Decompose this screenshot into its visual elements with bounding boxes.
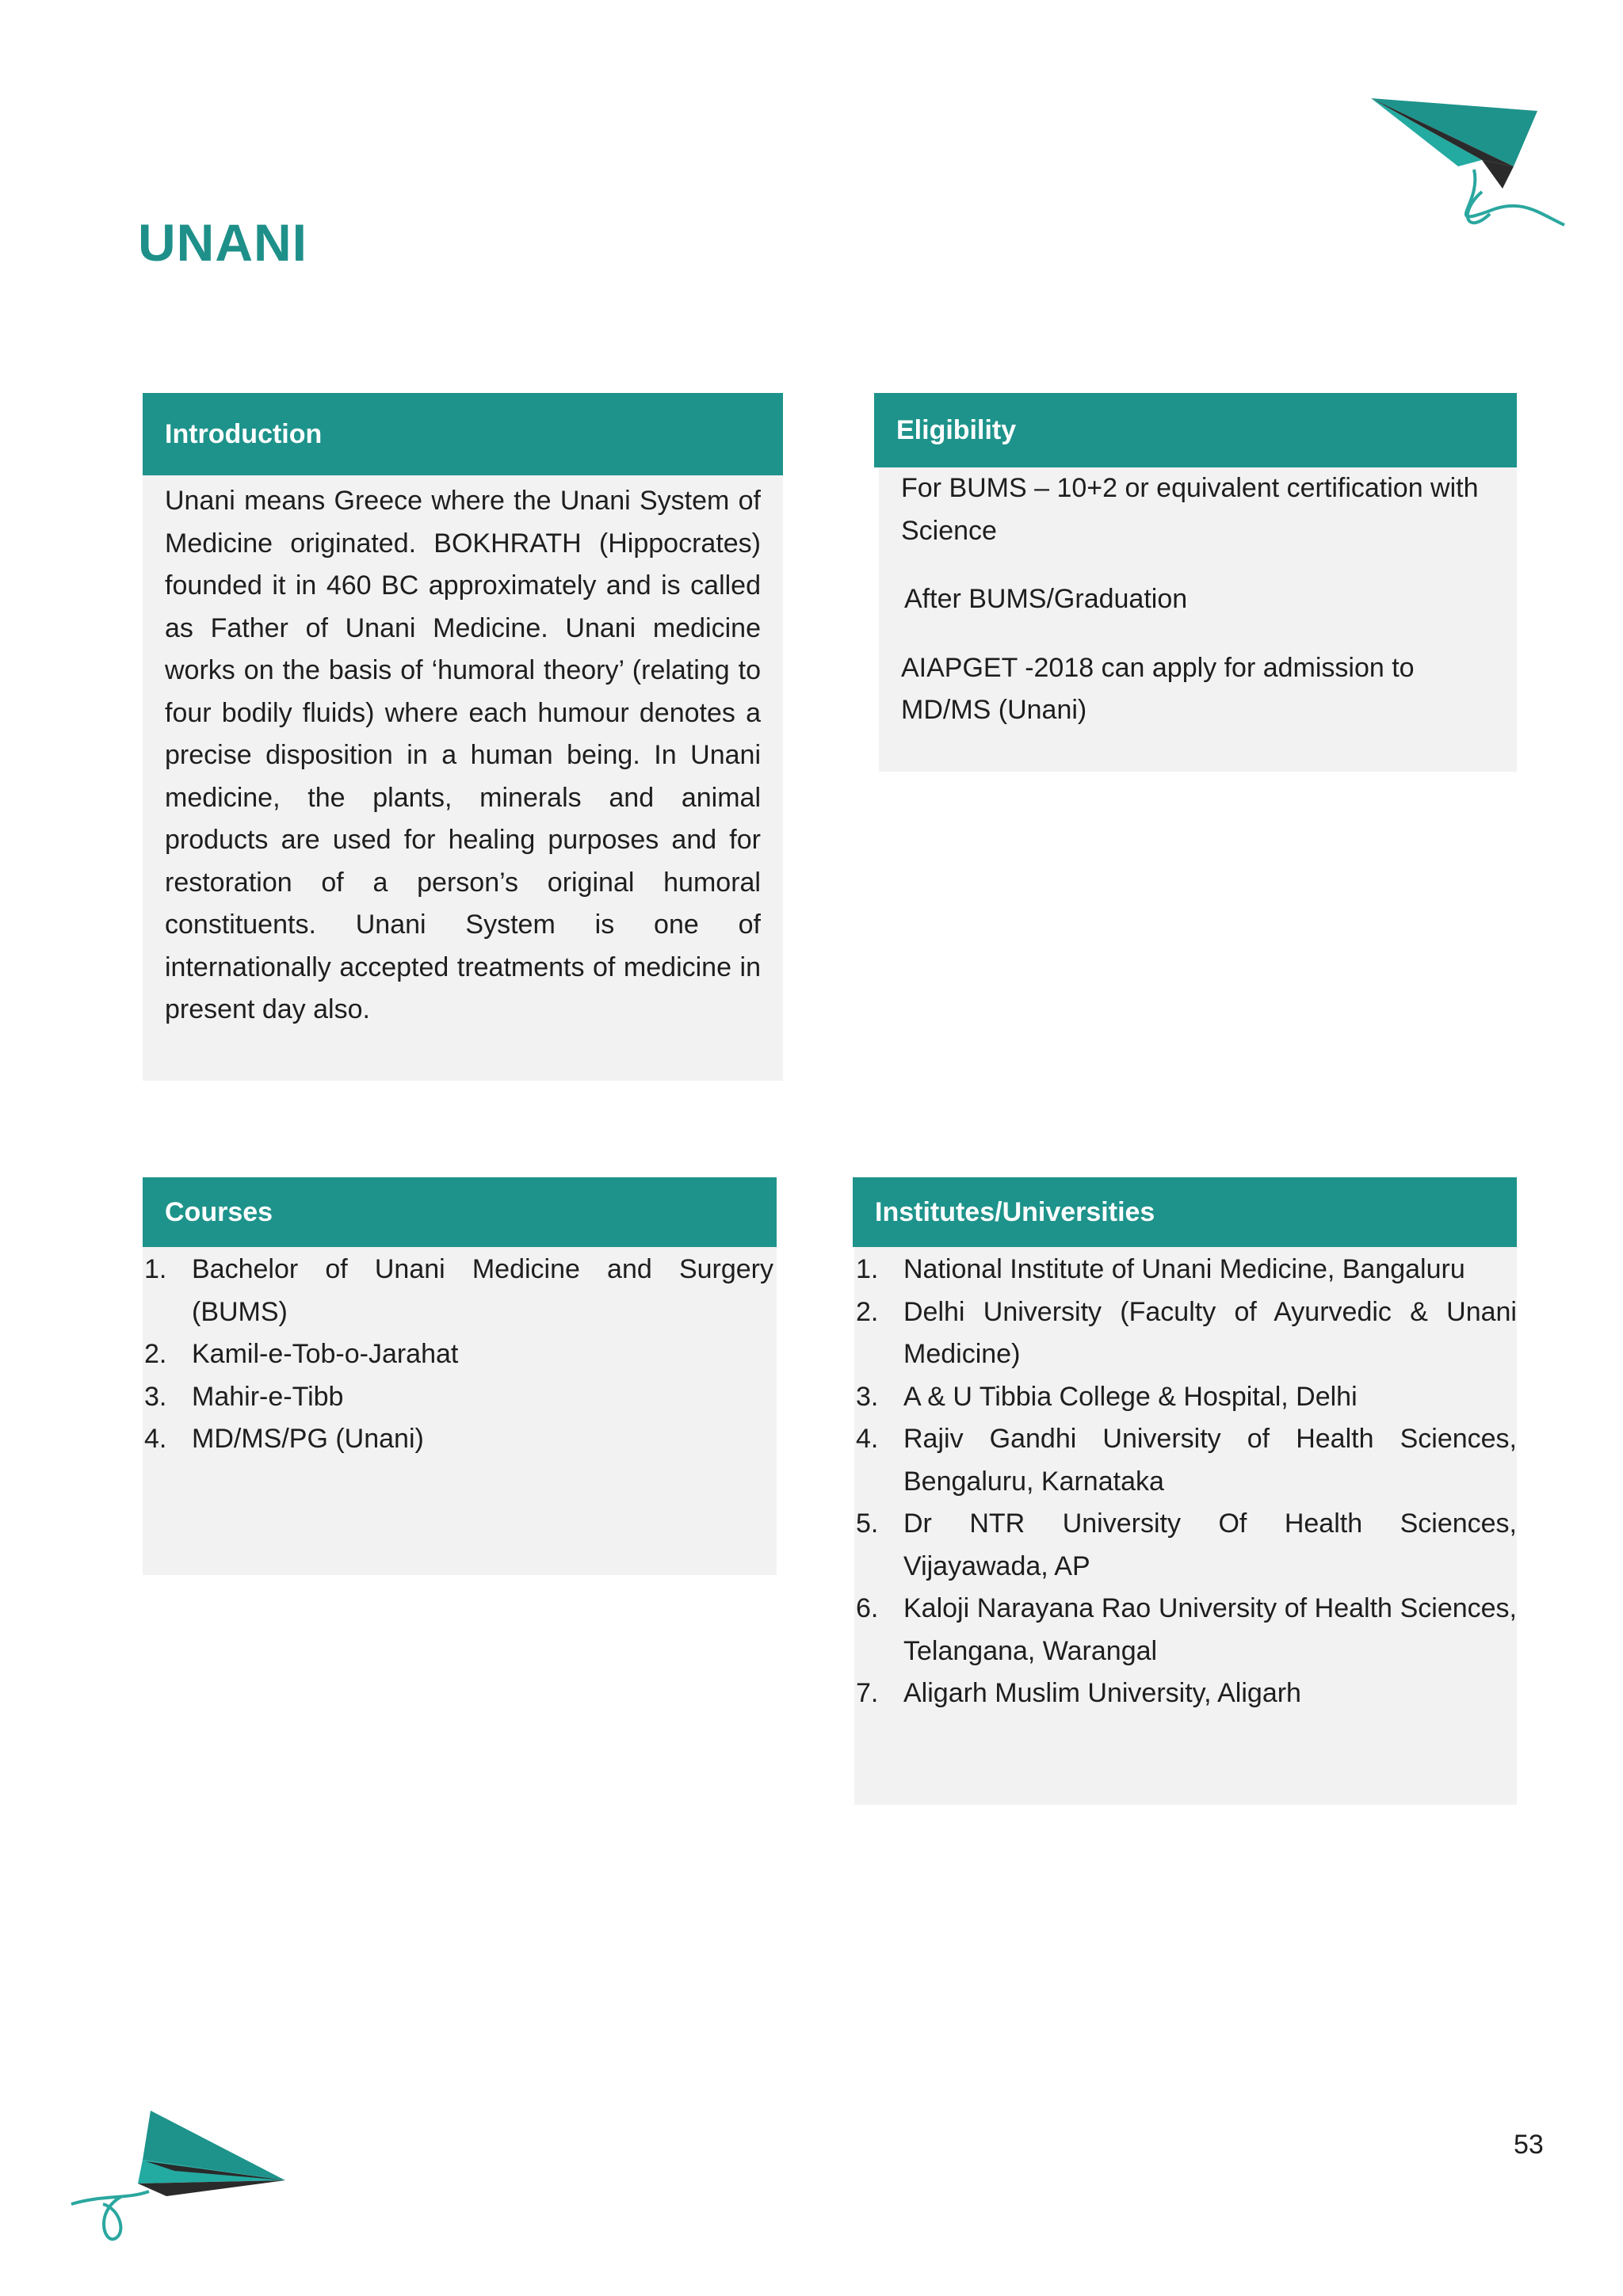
eligibility-body: [879, 467, 1517, 772]
list-number: 4.: [856, 1424, 879, 1454]
institute-name: National Institute of Unani Medicine, Bangaluru: [903, 1254, 1465, 1284]
list-item: [854, 1249, 1517, 1291]
courses-card: [143, 1177, 777, 1575]
paper-plane-icon: [55, 2107, 293, 2250]
course-name: MD/MS/PG (Unani): [192, 1424, 424, 1454]
page-number: 53: [1514, 2130, 1544, 2160]
list-number: 2.: [144, 1339, 167, 1369]
eligibility-heading: Eligibility: [874, 393, 1517, 467]
institute-name: Delhi University (Faculty of Ayurvedic & Unani Medicine): [903, 1296, 1517, 1369]
list-item: [854, 1376, 1517, 1419]
eligibility-card: [874, 393, 1517, 772]
institutes-list: [854, 1249, 1517, 1715]
introduction-card: [143, 393, 783, 1081]
eligibility-line: AIAPGET -2018 can apply for admission to MD/MS (Unani): [901, 652, 1415, 725]
course-name: Kamil-e-Tob-o-Jarahat: [192, 1339, 459, 1369]
list-item: [143, 1418, 773, 1461]
eligibility-line: After BUMS/Graduation: [904, 584, 1188, 614]
list-item: [854, 1588, 1517, 1672]
institute-name: Rajiv Gandhi University of Health Sciences, Bengaluru, Karnataka: [903, 1424, 1517, 1497]
course-name: Mahir-e-Tibb: [192, 1381, 344, 1412]
list-number: 2.: [856, 1296, 879, 1327]
list-number: 1.: [856, 1254, 879, 1284]
paper-plane-icon: [1363, 93, 1569, 236]
list-item: [143, 1376, 773, 1419]
list-number: 5.: [856, 1508, 879, 1539]
list-number: 3.: [144, 1381, 167, 1412]
list-number: 4.: [144, 1424, 167, 1454]
list-item: [854, 1672, 1517, 1715]
eligibility-line: For BUMS – 10+2 or equivalent certification with Science: [901, 473, 1479, 546]
institute-name: Dr NTR University Of Health Sciences, Vijayawada, AP: [903, 1508, 1517, 1581]
courses-list: [143, 1249, 773, 1461]
list-number: 7.: [856, 1678, 879, 1708]
institutes-heading: Institutes/Universities: [853, 1177, 1517, 1247]
introduction-heading: Introduction: [143, 393, 783, 475]
list-number: 6.: [856, 1593, 879, 1623]
introduction-text: Unani means Greece where the Unani System of Medicine originated. BOKHRATH (Hippocrates) founded it in 460 BC approximately and is called as Father of Unani Medicine. Unani medicine works on the basis of ‘humoral theory’ (relating to four bodily fluids) where each humour denotes a precise disposition in a human being. In Unani medicine, the plants, minerals and animal products are used for healing purposes and for restoration of a person’s original humoral constituents. Unani System is one of internationally accepted treatments of medicine in present day also.: [143, 475, 783, 1081]
institutes-body: [854, 1247, 1517, 1805]
course-name: Bachelor of Unani Medicine and Surgery (BUMS): [192, 1254, 773, 1327]
list-number: 3.: [856, 1381, 879, 1412]
list-item: [854, 1418, 1517, 1503]
courses-heading: Courses: [143, 1177, 777, 1247]
list-item: [854, 1291, 1517, 1376]
institute-name: A & U Tibbia College & Hospital, Delhi: [903, 1381, 1358, 1412]
page-title: UNANI: [138, 213, 307, 272]
courses-body: [143, 1247, 777, 1575]
list-item: [143, 1333, 773, 1376]
institute-name: Kaloji Narayana Rao University of Health Sciences, Telangana, Warangal: [903, 1593, 1517, 1666]
institutes-card: [853, 1177, 1517, 1805]
list-number: 1.: [144, 1254, 167, 1284]
institute-name: Aligarh Muslim University, Aligarh: [903, 1678, 1301, 1708]
list-item: [854, 1503, 1517, 1588]
list-item: [143, 1249, 773, 1333]
